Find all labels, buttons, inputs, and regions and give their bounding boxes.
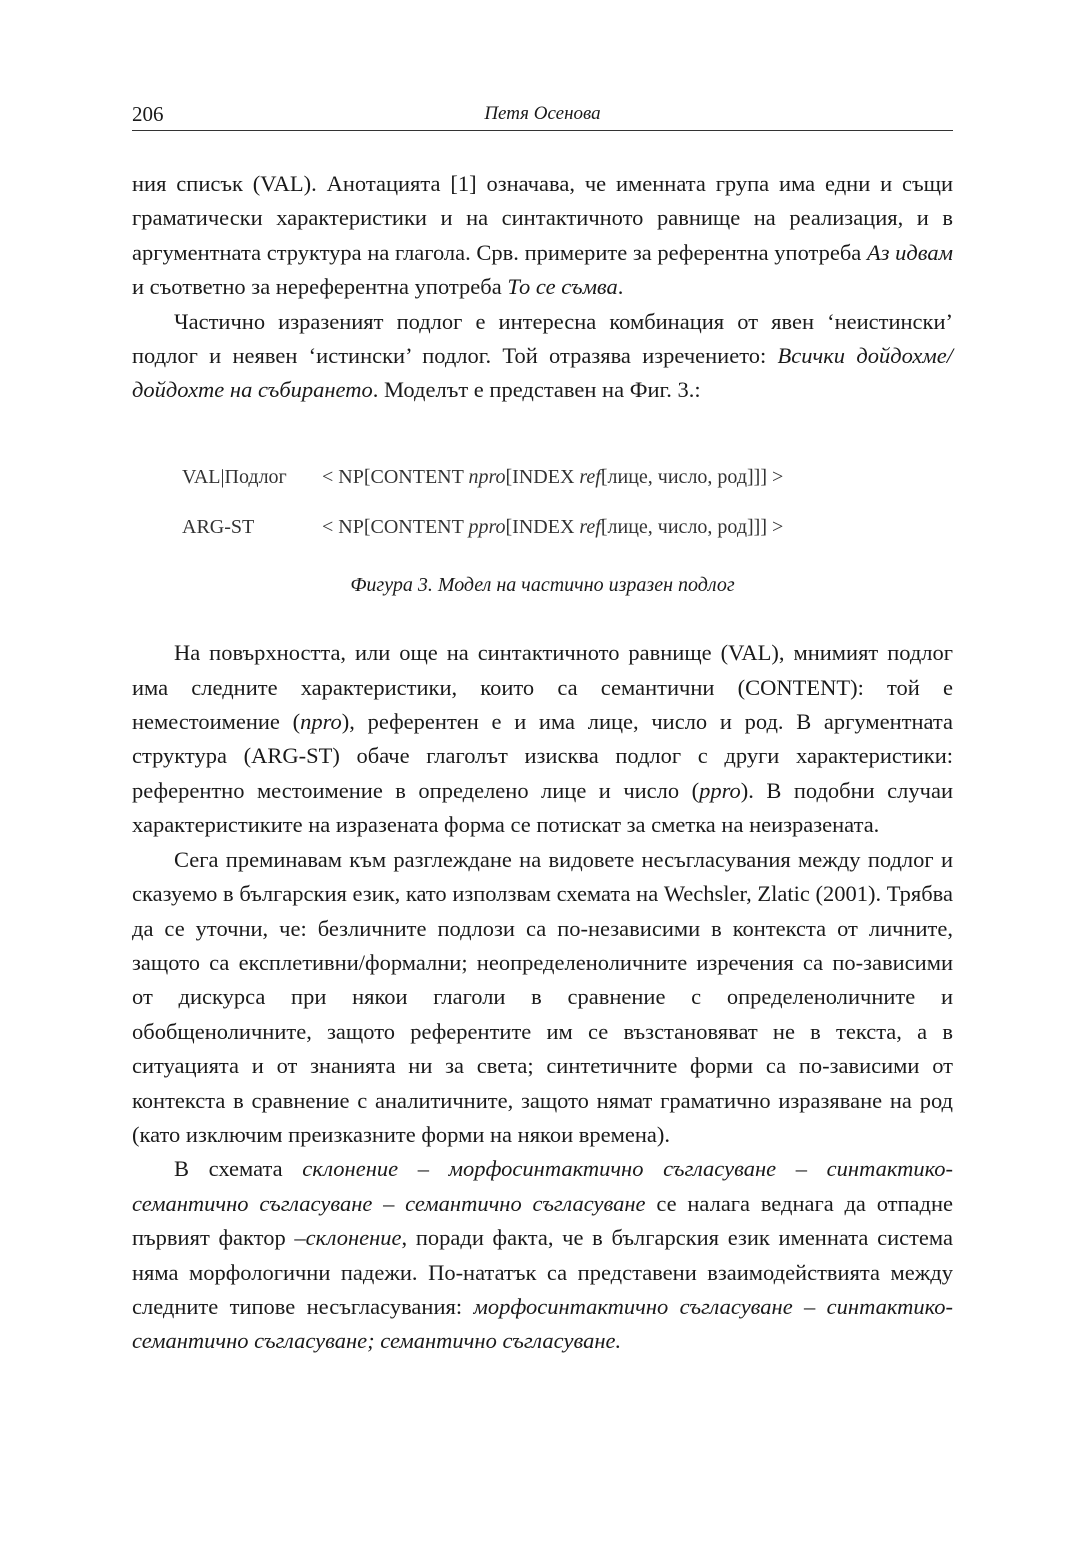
text-run: ), референтен е и има лице, число и род. В аргументната структура (ARG-ST) обаче глаголът изисква подлог с други характеристики: референтно местоимение в определено лице и число ( bbox=[132, 709, 953, 803]
example-italic: То се съмва bbox=[507, 274, 618, 300]
text-run: Сега преминавам към разглеждане на видовете несъгласувания между подлог и сказуемо в българския език, като използвам схемата на Wechsler, Zlatic (2001). Трябва да се уточни, че: безличните подлози са по-независими в контекста от личните, защото са експлетивни/формални; неопределеноличните изречения са по-зависими от дискурса при някои глаголи в сравнение с определеноличните и обобщеноличните, защото референтите им се възстановяват не в текста, а в ситуацията и от знанията ни за света; синтетичните форми са по-зависими от контекста в сравнение с аналитичните, защото нямат граматично изразяване на род (като изключим преизказните форми на някои времена). bbox=[132, 846, 953, 1147]
figure-label: ARG-ST bbox=[182, 515, 255, 538]
figure-type: npro bbox=[468, 465, 506, 488]
text-run: и съответно за нереферентна употреба bbox=[132, 274, 508, 300]
running-title-author: Петя Осенова bbox=[484, 103, 601, 124]
page bbox=[132, 98, 953, 1359]
text-run: се налага веднага да отпадне първият фактор – bbox=[132, 1190, 953, 1251]
paragraph-2 bbox=[132, 305, 953, 408]
figure-row-argst bbox=[182, 502, 953, 552]
paragraph-4 bbox=[132, 843, 953, 1153]
figure-text: [INDEX bbox=[505, 465, 580, 488]
body-text bbox=[132, 167, 953, 1359]
term-italic: ppro bbox=[699, 777, 741, 803]
term-italic: npro bbox=[300, 709, 342, 735]
term-italic: морфосинтактично съгласуване – синтактико-семантично съгласуване; семантично съгласуване. bbox=[132, 1293, 953, 1354]
figure-caption: Фигура 3. Модел на частично изразен подлог bbox=[350, 573, 735, 596]
paragraph-5 bbox=[132, 1152, 953, 1358]
figure-text: [лице, число, род]]] > bbox=[600, 515, 784, 538]
figure-row-val bbox=[182, 452, 953, 502]
text-run: ния списък (VAL). Анотацията [1] означава, че именната група има едни и същи граматически характеристики и на синтактичното равнище на реализация, и в аргументната структура на глагола. Срв. примерите за референтна употреба bbox=[132, 171, 953, 265]
text-run: В схемата bbox=[174, 1156, 303, 1182]
text-run: На повърхността, или още на синтактичното равнище (VAL), мнимият подлог има следните характеристики, които са семантични (CONTENT): той е неместоимение ( bbox=[132, 640, 953, 735]
figure-ref: ref bbox=[579, 465, 601, 488]
figure-ref: ref bbox=[579, 515, 601, 538]
figure-text: [лице, число, род]]] > bbox=[600, 465, 784, 488]
page-number: 206 bbox=[132, 102, 164, 126]
figure-text: < NP[CONTENT bbox=[322, 465, 469, 488]
example-italic: Аз идвам bbox=[866, 239, 953, 265]
term-italic: склонение – морфосинтактично съгласуване – синтактико-семантично съгласуване – семантично съгласуване bbox=[132, 1156, 953, 1216]
paragraph-1 bbox=[132, 167, 953, 305]
paragraph-3 bbox=[132, 636, 953, 842]
figure-3 bbox=[182, 452, 953, 552]
term-italic: склонение bbox=[305, 1225, 402, 1251]
example-italic: Всички дойдохме/дойдохте на събирането bbox=[132, 343, 953, 403]
running-head bbox=[132, 98, 953, 131]
figure-text: < NP[CONTENT bbox=[322, 515, 469, 538]
text-run: . Моделът е представен на Фиг. 3.: bbox=[372, 377, 701, 403]
figure-type: ppro bbox=[468, 515, 506, 538]
figure-label: VAL|Подлог bbox=[182, 465, 287, 488]
figure-text: [INDEX bbox=[505, 515, 580, 538]
text-run: Частично изразеният подлог е интересна комбинация от явен ‘неистински’ подлог и неявен ‘истински’ подлог. Той отразява изречението: bbox=[132, 308, 953, 369]
text-run: . bbox=[617, 274, 624, 300]
text-run: ). В подобни случаи характеристиките на изразената форма се потискат за сметка на неизразената. bbox=[132, 777, 953, 838]
text-run: , поради факта, че в българския език именната система няма морфологични падежи. По-нататък са представени взаимодействията между следните типове несъгласувания: bbox=[132, 1225, 953, 1319]
